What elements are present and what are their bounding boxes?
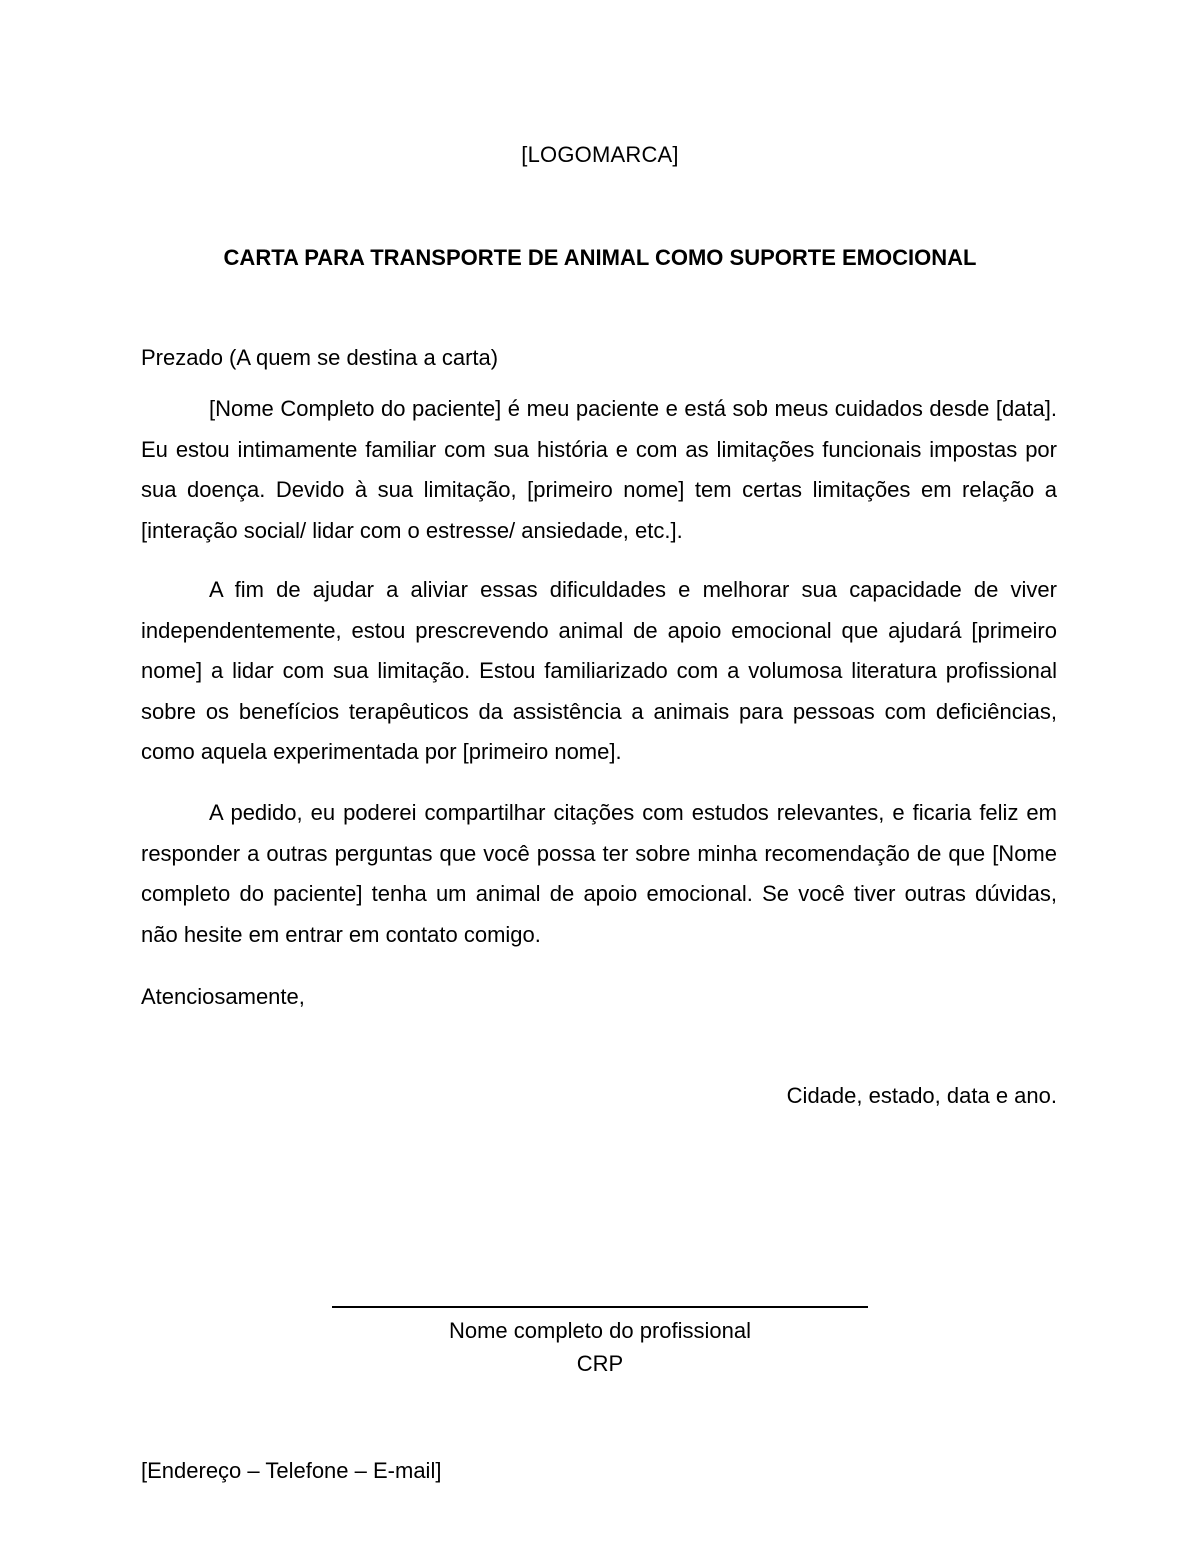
place-date: Cidade, estado, data e ano. [786,1083,1057,1108]
signer-name: Nome completo do profissional [448,1318,752,1343]
salutation: Prezado (A quem se destina a carta) [141,345,499,370]
closing: Atenciosamente, [141,984,305,1009]
letter-title: CARTA PARA TRANSPORTE DE ANIMAL COMO SUPORTE EMOCIONAL [223,245,977,270]
signature-line [332,1306,868,1308]
logo-placeholder: [LOGOMARCA] [521,142,679,167]
body-paragraph-2: A fim de ajudar a aliviar essas dificuldades e melhorar sua capacidade de viver independentemente, estou prescrevendo animal de apoio emocional que ajudará [primeiro nome] a lidar com sua limitação. Estou familiarizado com a volumosa literatura profissional sobre os benefícios terapêuticos da assistência a animais para pessoas com deficiências, como aquela experimentada por [primeiro nome]. [141,577,1057,764]
signer-registration: CRP [576,1351,624,1376]
body-paragraph-1: [Nome Completo do paciente] é meu paciente e está sob meus cuidados desde [data]. Eu estou intimamente familiar com sua história e com as limitações funcionais impostas por sua doença. Devido à sua limitação, [primeiro nome] tem certas limitações em relação a [interação social/ lidar com o estresse/ ansiedade, etc.]. [141,396,1057,543]
body-paragraph-3: A pedido, eu poderei compartilhar citações com estudos relevantes, e ficaria feliz em responder a outras perguntas que você possa ter sobre minha recomendação de que [Nome completo do paciente] tenha um animal de apoio emocional. Se você tiver outras dúvidas, não hesite em entrar em contato comigo. [141,800,1057,947]
contact-info: [Endereço – Telefone – E-mail] [141,1458,442,1483]
